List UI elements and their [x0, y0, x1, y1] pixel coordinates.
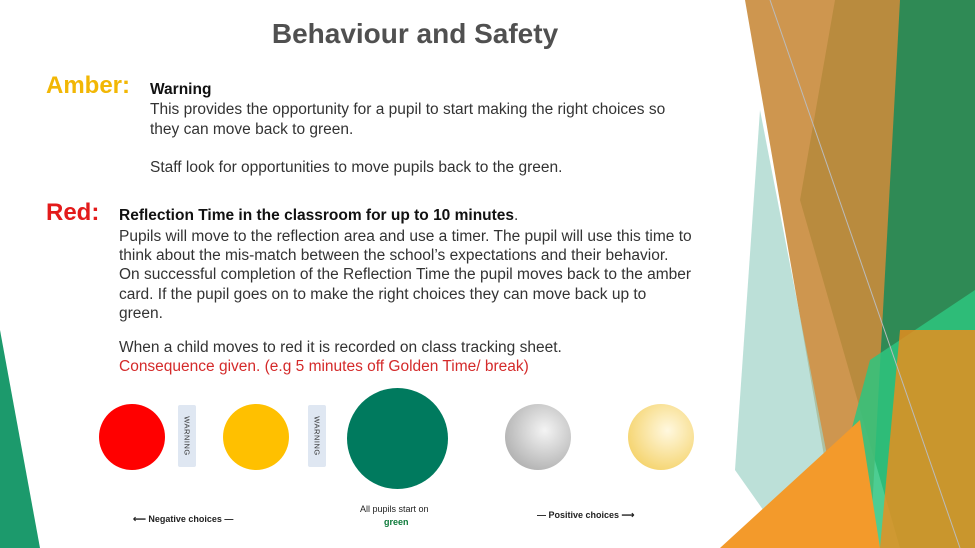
warning-tab-1: [178, 405, 196, 467]
amber-label: Amber:: [46, 72, 131, 99]
consequence-text: Consequence given. (e.g 5 minutes off Golden Time/ break): [119, 358, 529, 375]
red-text-line-3: On successful completion of the Reflection Time the pupil moves back to the amber: [119, 266, 692, 283]
red-circle: [99, 404, 165, 470]
red-text-line-4: card. If the pupil goes on to make the right choices they can move back up to: [119, 286, 647, 303]
red-heading-suffix: .: [514, 207, 519, 224]
amber-heading: Warning: [150, 81, 212, 98]
red-heading-text: Reflection Time in the classroom for up to 10 minutes: [119, 207, 515, 224]
slide-title: Behaviour and Safety: [271, 18, 559, 49]
silver-circle: [505, 404, 571, 470]
green-circle: [347, 388, 448, 489]
red-text-line-5: green.: [119, 305, 163, 322]
warning-tab-1-label: WARNING: [182, 416, 192, 456]
start-caption: All pupils start on: [360, 504, 429, 514]
amber-circle: [223, 404, 289, 470]
amber-text-line-3: Staff look for opportunities to move pupils back to the green.: [150, 159, 563, 176]
left-green-shape: [0, 330, 40, 548]
warning-tab-2-label: WARNING: [312, 416, 322, 456]
red-label: Red:: [46, 199, 100, 226]
warning-tab-2: [308, 405, 326, 467]
positive-choices-label: — Positive choices ⟶: [537, 510, 635, 520]
recorded-text: When a child moves to red it is recorded on class tracking sheet.: [119, 339, 562, 356]
amber-text-line-1: This provides the opportunity for a pupil to start making the right choices so: [150, 101, 666, 118]
amber-text-line-2: they can move back to green.: [150, 121, 354, 138]
gold-circle: [628, 404, 694, 470]
start-caption-green: green: [384, 517, 409, 527]
red-text-line-2: think about the mis-match between the school’s expectations and their behavior.: [119, 247, 669, 264]
red-text-line-1: Pupils will move to the reflection area and use a timer. The pupil will use this time to: [119, 228, 692, 245]
negative-choices-label: ⟵ Negative choices —: [133, 514, 234, 524]
red-heading: [119, 206, 518, 226]
